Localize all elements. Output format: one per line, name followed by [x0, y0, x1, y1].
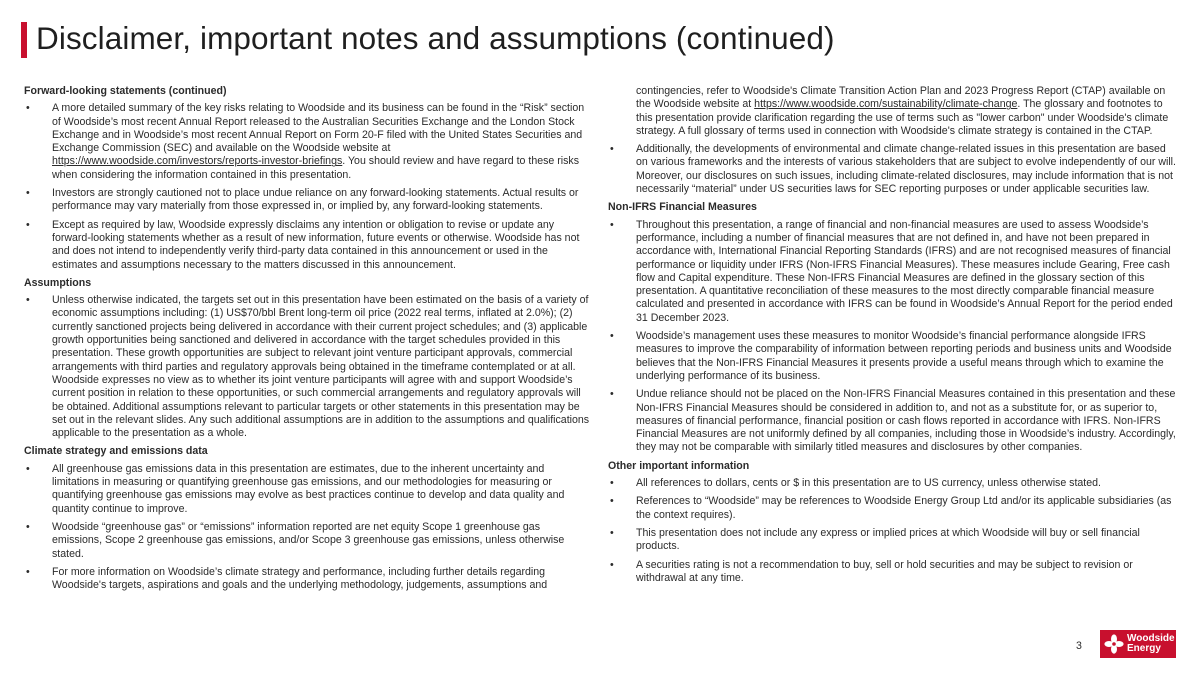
bullet-list	[608, 219, 1178, 455]
left-column	[24, 85, 590, 597]
bullet-item: • For more information on Woodside’s climate strategy and performance, including further details regarding Woodside's targets, aspirations and goals and the underlying methodology, judgements, assumptions and	[24, 566, 590, 593]
bullet-text: . You should review and have regard to these risks when considering the information contained in this presentation.	[52, 155, 580, 181]
continued-paragraph	[608, 85, 1178, 138]
continued-text: contingencies, refer to Woodside's Climate Transition Action Plan and 2023 Progress Report (CTAP) available on the Woodside website at	[636, 85, 1166, 111]
logo-wordmark	[1127, 634, 1175, 655]
bullet-item: • Except as required by law, Woodside expressly disclaims any intention or obligation to revise or update any forward-looking statements whether as a result of new information, future events or otherwise. Woodside has not and does not intend to independently verify third-party data contained in this announcement or used in the estimates and assumptions necessary to the matters discussed in this announcement.	[24, 219, 590, 272]
title-accent-bar	[21, 22, 27, 58]
bullet-list	[24, 102, 590, 272]
bullet-item: • Investors are strongly cautioned not to place undue reliance on any forward-looking statements. Actual results or performance may vary materially from those expressed in, or implied by, any forward-looking statements.	[24, 187, 590, 214]
section-heading: Forward-looking statements (continued)	[24, 85, 227, 97]
climate-change-link[interactable]: https://www.woodside.com/sustainability/climate-change	[754, 98, 1018, 111]
bullet-item: • All references to dollars, cents or $ in this presentation are to US currency, unless otherwise stated.	[608, 477, 1178, 490]
bullet-item	[24, 102, 590, 182]
right-column	[608, 85, 1178, 590]
continued-text: . The glossary and footnotes to this presentation provide clarification regarding the use of terms such as "lower carbon" under Woodside's climate strategy. A full glossary of terms used in connection with Woodside's climate strategy is contained in the CTAP.	[636, 98, 1169, 137]
bullet-list	[608, 477, 1178, 585]
bullet-item: • Undue reliance should not be placed on the Non-IFRS Financial Measures contained in this presentation and these Non-IFRS Financial Measures should be considered in addition to, and not as a substitute for, or as superior to, measures of financial performance, financial position or cash flows reported in accordance with IFRS. Non-IFRS Financial Measures are not uniformly defined by all companies, including those in Woodside’s industry. Accordingly, they may not be comparable with similarly titled measures and disclosures by other companies.	[608, 388, 1178, 454]
page-number: 3	[1076, 640, 1082, 652]
bullet-item: • Unless otherwise indicated, the targets set out in this presentation have been estimated on the basis of a variety of economic assumptions including: (1) US$70/bbl Brent long-term oil price (2022 real terms, inflated at 2.0%); (2) currently sanctioned projects being delivered in accordance with their current project schedules; and (3) applicable growth opportunities being sanctioned and delivered in accordance with the target schedules provided in this presentation. These growth opportunities are subject to relevant joint venture participant approvals, commercial arrangements with third parties and regulatory approvals being obtained in the timeframe contemplated or at all. Woodside expresses no view as to whether its joint venture participants will agree with and support Woodside’s current position in relation to these opportunities, or such commercial arrangements and regulatory approvals will be obtained. Additional assumptions relevant to particular targets or other statements in this presentation may be set out in the relevant slides. Any such additional assumptions are in addition to the assumptions and qualifications applicable to the presentation as a whole.	[24, 294, 590, 440]
section-heading: Climate strategy and emissions data	[24, 445, 208, 458]
investor-reports-link[interactable]: https://www.woodside.com/investors/reports-investor-briefings	[52, 155, 343, 168]
bullet-item: • A securities rating is not a recommendation to buy, sell or hold securities and may be subject to revision or withdrawal at any time.	[608, 559, 1178, 586]
section-heading: Assumptions	[24, 276, 92, 289]
bullet-list	[24, 294, 590, 440]
page-title: Disclaimer, important notes and assumptions (continued)	[36, 20, 835, 56]
bullet-list	[24, 463, 590, 593]
bullet-item: • All greenhouse gas emissions data in this presentation are estimates, due to the inherent uncertainty and limitations in measuring or quantifying greenhouse gas emissions, and our methodologies for measuring or quantifying greenhouse gas emissions may evolve as best practices continue to develop and data quality and quantity continue to improve.	[24, 463, 590, 516]
bullet-text: A more detailed summary of the key risks relating to Woodside and its business can be found in the “Risk” section of Woodside’s most recent Annual Report released to the Australian Securities Exchange and the London Stock Exchange and in Woodside’s most recent Annual Report on Form 20-F filed with the United States Securities and Exchange Commission (SEC) and available on the Woodside website at	[52, 102, 585, 155]
logo-text-line: Energy	[1127, 643, 1161, 654]
woodside-flower-icon	[1103, 633, 1125, 655]
woodside-logo	[1100, 630, 1176, 658]
section-heading: Other important information	[608, 459, 750, 472]
section-heading: Non-IFRS Financial Measures	[608, 201, 757, 214]
logo-text-line: Woodside	[1127, 632, 1175, 644]
bullet-list	[608, 143, 1178, 196]
bullet-item: • This presentation does not include any express or implied prices at which Woodside will buy or sell financial products.	[608, 527, 1178, 554]
bullet-item: • Throughout this presentation, a range of financial and non-financial measures are used to assess Woodside’s performance, including a number of financial measures that are not defined in, and have not been prepared in accordance with, International Financial Reporting Standards (IFRS) and are not recognised measures of financial performance or liquidity under IFRS (Non-IFRS Financial Measures). These measures include Gearing, Free cash flow and Capital expenditure. These Non-IFRS Financial Measures are defined in the glossary section of this presentation. A quantitative reconciliation of these measures to the most directly comparable financial measure calculated and presented in accordance with IFRS can be found in Woodside’s Annual Report for the period ended 31 December 2023.	[608, 219, 1178, 325]
bullet-item: • Woodside’s management uses these measures to monitor Woodside’s financial performance alongside IFRS measures to improve the comparability of information between reporting periods and business units and Woodside believes that the Non-IFRS Financial Measures it presents provide a useful means through which to examine the underlying performance of its business.	[608, 330, 1178, 383]
bullet-item: • Additionally, the developments of environmental and climate change-related issues in this presentation are based on various frameworks and the interests of various stakeholders that are subject to evolve independently of our will. Moreover, our disclosures on such issues, including climate-related disclosures, may include information that is not necessarily “material” under US securities laws for SEC reporting purposes or under applicable securities law.	[608, 143, 1178, 196]
bullet-item: • References to “Woodside” may be references to Woodside Energy Group Ltd and/or its applicable subsidiaries (as the context requires).	[608, 495, 1178, 522]
bullet-item: • Woodside “greenhouse gas” or “emissions” information reported are net equity Scope 1 greenhouse gas emissions, Scope 2 greenhouse gas emissions, and/or Scope 3 greenhouse gas emissions, unless otherwise stated.	[24, 521, 590, 561]
